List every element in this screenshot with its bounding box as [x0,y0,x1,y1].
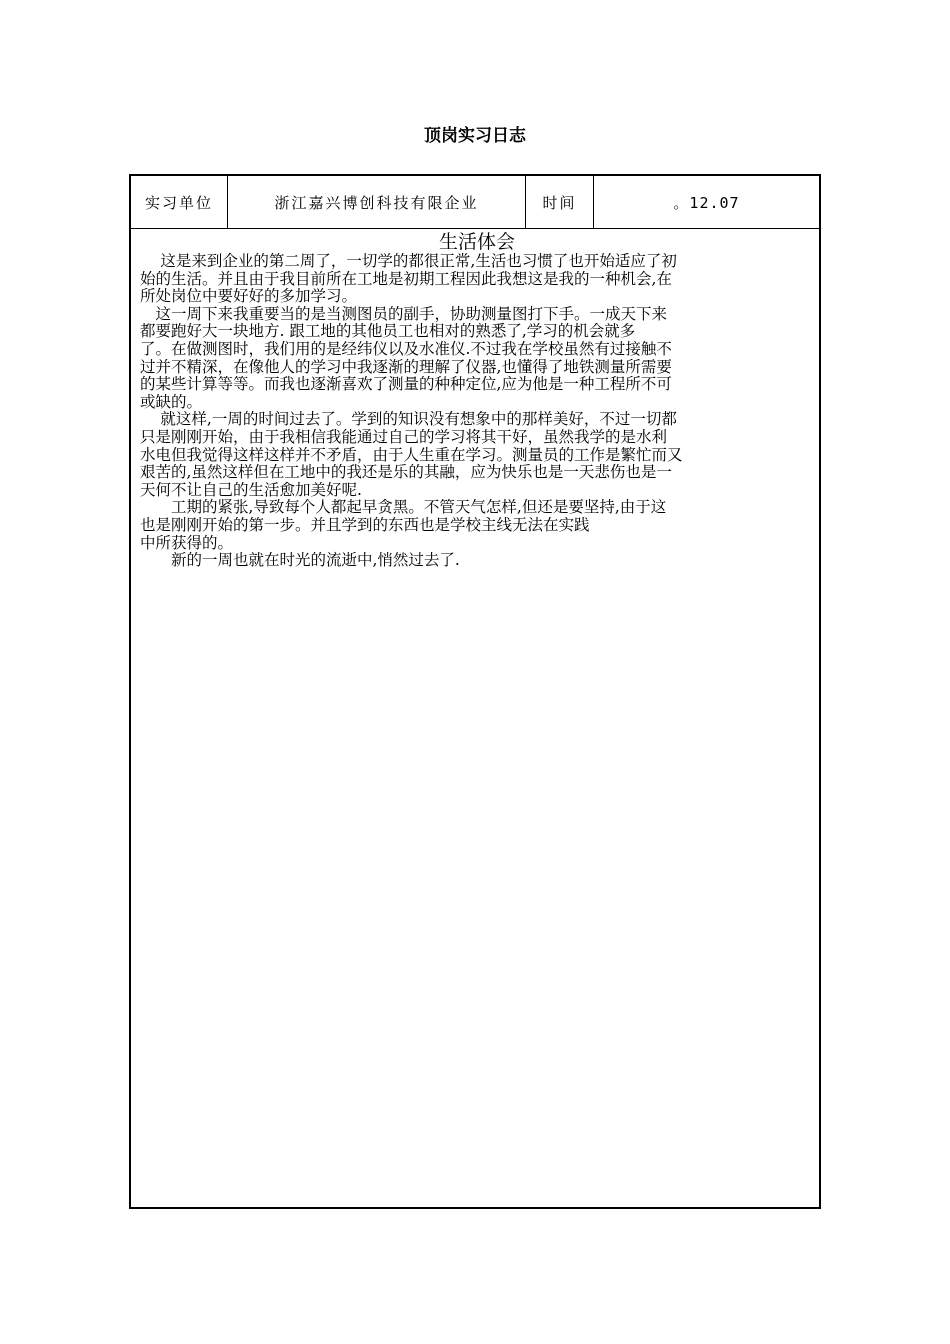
unit-label: 实习单位 [131,176,228,228]
body-line: 都要跑好大一块地方. 跟工地的其他员工也相对的熟悉了,学习的机会就多 [140,322,636,341]
body-line: 艰苦的,虽然这样但在工地中的我还是乐的其融，应为快乐也是一天悲伤也是一 [140,463,672,482]
body-line: 就这样,一周的时间过去了。学到的知识没有想象中的那样美好，不过一切都 [140,410,677,429]
body-line: 只是刚刚开始，由于我相信我能通过自己的学习将其干好，虽然我学的是水利 [140,427,668,446]
document-title: 顶岗实习日志 [424,126,526,146]
unit-value: 浙江嘉兴博创科技有限企业 [228,176,526,228]
body-line: 过并不精深，在像他人的学习中我逐渐的理解了仪器,也懂得了地铁测量所需要 [140,357,672,376]
body-line: 这一周下来我重要当的是当测图员的副手，协助测量图打下手。一成天下来 [140,304,668,323]
body-line: 工期的紧张,导致每个人都起早贪黑。不管天气怎样,但还是要坚持,由于这 [140,498,667,517]
body-line: 所处岗位中要好好的多加学习。 [140,287,358,306]
body-line: 始的生活。并且由于我目前所在工地是初期工程因此我想这是我的一种机会,在 [140,269,672,288]
time-value: 。12.07 [673,193,740,212]
body-line: 了。在做测图时，我们用的是经纬仪以及水准仪.不过我在学校虽然有过接触不 [140,339,672,358]
body-line: 天何不让自己的生活愈加美好呢. [140,480,362,499]
log-table [129,174,821,1209]
log-content [140,231,814,570]
header-row [131,176,819,229]
body-line: 的某些计算等等。而我也逐渐喜欢了测量的种种定位,应为他是一种工程所不可 [140,375,672,394]
body-line: 或缺的。 [140,392,203,411]
body-line: 新的一周也就在时光的流逝中,悄然过去了. [140,551,460,570]
body-line: 中所获得的。 [140,533,234,552]
body-text [140,253,814,570]
section-heading: 生活体会 [438,231,515,253]
time-label: 时间 [526,176,594,228]
body-line: 水电但我觉得这样这样并不矛盾，由于人生重在学习。测量员的工作是繁忙而又 [140,445,683,464]
body-line: 这是来到企业的第二周了，一切学的都很正常,生活也习惯了也开始适应了初 [140,252,677,270]
body-line: 也是刚刚开始的第一步。并且学到的东西也是学校主线无法在实践 [140,515,590,534]
